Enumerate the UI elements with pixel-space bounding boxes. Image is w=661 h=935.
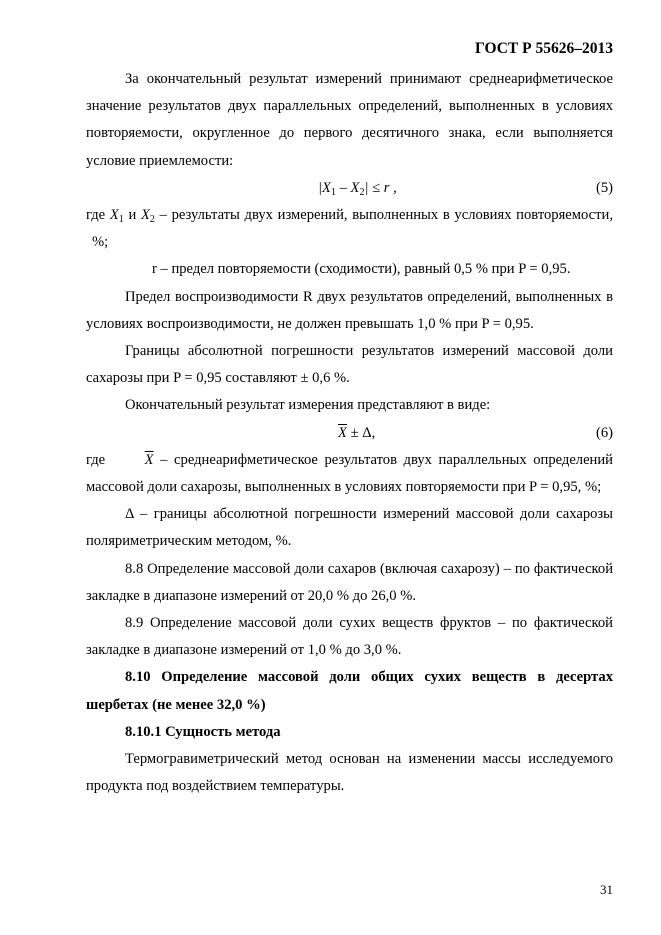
definition-delta: Δ – границы абсолютной погрешности измерений массовой доли сахарозы поляриметрическим методом, %. [86, 506, 613, 550]
where-x-bar-description: – среднеарифметическое результатов двух параллельных определений массовой доли сахарозы, выполненных в условиях повторяемости при P = 0,95, %; [86, 451, 613, 496]
paragraph-method-essence: Термогравиметрический метод основан на изменении массы исследуемого продукта под воздействием температуры. [86, 751, 613, 795]
formula-5-number: (5) [595, 179, 613, 196]
var-x1: X [109, 207, 119, 223]
paragraph-final-form: Окончательный результат измерения представляют в виде: [125, 397, 491, 414]
heading-8-10-1: 8.10.1 Сущность метода [125, 723, 281, 740]
formula-6-expression [338, 420, 375, 447]
section-8-8: 8.8 Определение массовой доли сахаров (включая сахарозу) – по фактической закладке в диапазоне измерений от 20,0 % до 26,0 %. [86, 560, 613, 604]
formula-5-part-c: | ≤ r , [364, 179, 397, 196]
formula-5-sub-1: 1 [330, 186, 336, 198]
paragraph-reproducibility: Предел воспроизводимости R двух результатов определений, выполненных в условиях воспроизводимости, не должен превышать 1,0 % при P = 0,95. [86, 288, 613, 332]
where-word-2: где [86, 451, 106, 468]
paragraph-final-result: За окончательный результат измерений принимают среднеарифметическое значение результатов двух параллельных определений, выполненных в условиях повторяемости, округленное до первого десятичного знака, если выполняется условие приемлемости: [86, 71, 613, 169]
where-word: где [86, 207, 110, 223]
var-x2-sub: 2 [149, 214, 155, 225]
var-x2: X [140, 207, 150, 223]
formula-6-rest: ± Δ, [346, 424, 376, 441]
definition-r: r – предел повторяемости (сходимости), равный 0,5 % при P = 0,95. [152, 261, 571, 278]
where-x-description: – результаты двух измерений, выполненных в условиях повторяемости, %; [92, 207, 613, 251]
page-number: 31 [600, 882, 613, 897]
formula-5 [86, 175, 613, 202]
where-x-bar [86, 447, 613, 501]
formula-5-expression [318, 175, 397, 202]
formula-5-part-b: – X [335, 179, 360, 196]
and-word: и [123, 207, 141, 223]
formula-6-number: (6) [595, 424, 613, 441]
formula-6-x-bar: $\overline{X}$ [338, 424, 347, 441]
var-x-bar: $\overline{X}$ [144, 451, 154, 468]
section-8-9: 8.9 Определение массовой доли сухих веществ фруктов – по фактической закладке в диапазоне измерений от 1,0 % до 3,0 %. [86, 615, 613, 659]
heading-8-10: 8.10 Определение массовой доли общих сухих веществ в десертах шербетах (не менее 32,0 %) [86, 669, 613, 713]
paragraph-error-bounds: Границы абсолютной погрешности результатов измерений массовой доли сахарозы при P = 0,95 составляют ± 0,6 %. [86, 343, 613, 387]
document-code: ГОСТ Р 55626–2013 [475, 40, 613, 57]
where-x1-x2 [86, 202, 613, 256]
formula-5-part-a: |X [318, 179, 331, 196]
var-x1-sub: 1 [118, 214, 124, 225]
formula-6 [86, 420, 613, 447]
page-body [86, 66, 613, 800]
formula-5-sub-2: 2 [359, 186, 365, 198]
